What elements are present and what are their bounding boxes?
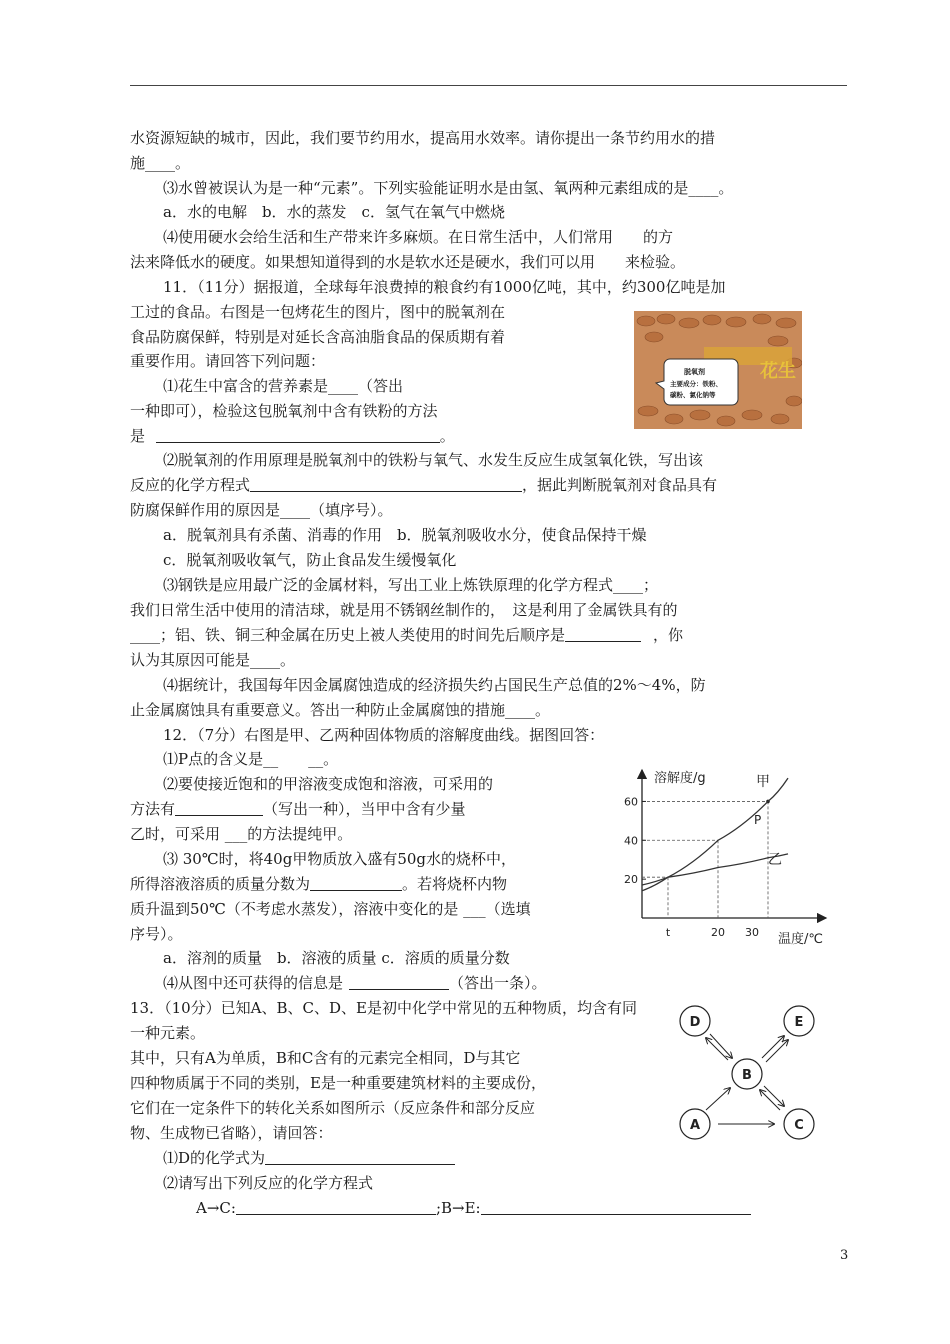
series-jia-label: 甲 bbox=[756, 774, 770, 790]
text-line bbox=[130, 799, 466, 819]
text-line: 乙时，可采用 ___的方法提纯甲。 bbox=[130, 825, 353, 843]
y-tick-label: 60 bbox=[624, 795, 638, 809]
option-line: a．脱氧剂具有杀菌、消毒的作用 b．脱氧剂吸收水分，使食品保持干燥 bbox=[163, 526, 647, 544]
conversion-diagram bbox=[670, 996, 830, 1142]
series-jia-line bbox=[642, 778, 788, 891]
text-line: 止金属腐蚀具有重要意义。答出一种防止金属腐蚀的措施____。 bbox=[130, 701, 551, 719]
header-rule bbox=[130, 85, 847, 86]
point-p-label: P bbox=[754, 813, 762, 827]
text-fragment: ____；铝、铁、铜三种金属在历史上被人类使用的时间先后顺序是 bbox=[130, 626, 566, 644]
x-tick-label: 30 bbox=[745, 926, 759, 939]
answer-blank[interactable] bbox=[265, 1150, 455, 1165]
text-line: 一种即可），检验这包脱氧剂中含有铁粉的方法 bbox=[130, 402, 438, 420]
question-11-2: ⑵脱氧剂的作用原理是脱氧剂中的铁粉与氧气、水发生反应生成氢氧化铁，写出该 bbox=[163, 451, 704, 469]
node-e-label: E bbox=[794, 1015, 804, 1030]
text-line: 工过的食品。右图是一包烤花生的图片，图中的脱氧剂在 bbox=[130, 303, 506, 321]
text-line: 重要作用。请回答下列问题： bbox=[130, 352, 326, 370]
answer-blank[interactable] bbox=[175, 801, 263, 816]
options-10-3: a．水的电解 b．水的蒸发 c．氢气在氧气中燃烧 bbox=[163, 203, 505, 221]
text-line: 序号）。 bbox=[130, 925, 183, 943]
question-13-2: ⑵请写出下列反应的化学方程式 bbox=[163, 1174, 374, 1192]
text-line bbox=[130, 874, 507, 894]
text-fragment: A→C: bbox=[196, 1199, 236, 1217]
text-fragment: ⑷从图中还可获得的信息是 bbox=[163, 974, 344, 992]
question-13: 13．（10分）已知A、B、C、D、E是初中化学中常见的五种物质，均含有同 bbox=[130, 999, 637, 1017]
series-yi-label: 乙 bbox=[768, 852, 782, 868]
text-fragment: ;B→E: bbox=[435, 1199, 481, 1217]
option-line: c．脱氧剂吸收氧气，防止食品发生缓慢氧化 bbox=[163, 551, 457, 569]
question-11-3: ⑶钢铁是应用最广泛的金属材料，写出工业上炼铁原理的化学方程式____； bbox=[163, 576, 659, 594]
text-fragment: 反应的化学方程式 bbox=[130, 476, 251, 494]
question-12: 12．（7分）右图是甲、乙两种固体物质的溶解度曲线。据图回答： bbox=[163, 726, 605, 744]
text-fragment: ⑴D的化学式为 bbox=[163, 1149, 266, 1167]
sticker-title: 脱氧剂 bbox=[684, 368, 705, 376]
text-fragment: ，你 bbox=[653, 626, 684, 644]
text-line: 防腐保鲜作用的原因是____（填序号）。 bbox=[130, 501, 393, 519]
answer-blank[interactable] bbox=[236, 1200, 436, 1215]
x-tick-label: 20 bbox=[711, 926, 725, 939]
text-line: 一种元素。 bbox=[130, 1024, 206, 1042]
answer-blank[interactable] bbox=[250, 477, 522, 492]
question-12-4 bbox=[163, 973, 547, 993]
text-line: 施____。 bbox=[130, 154, 191, 172]
text-fragment: 方法有 bbox=[130, 800, 176, 818]
question-10-4: ⑷使用硬水会给生活和生产带来许多麻烦。在日常生活中，人们常用 的方 bbox=[163, 228, 674, 246]
text-line: 它们在一定条件下的转化关系如图所示（反应条件和部分反应 bbox=[130, 1099, 536, 1117]
question-10-3: ⑶水曾被误认为是一种“元素”。下列实验能证明水是由氢、氧两种元素组成的是____。 bbox=[163, 179, 734, 197]
question-12-1: ⑴P点的含义是__ __。 bbox=[163, 750, 339, 768]
solubility-chart bbox=[608, 762, 840, 948]
text-line: 其中，只有A为单质，B和C含有的元素完全相同，D与其它 bbox=[130, 1049, 521, 1067]
node-b-label: B bbox=[742, 1068, 752, 1083]
peanut-bag-image bbox=[634, 311, 802, 429]
question-12-3: ⑶ 30℃时，将40g甲物质放入盛有50g水的烧杯中， bbox=[163, 850, 517, 868]
option-line: a．溶剂的质量 b．溶液的质量 c．溶质的质量分数 bbox=[163, 949, 510, 967]
y-tick-label: 40 bbox=[624, 834, 638, 848]
bag-label: 花生 bbox=[760, 361, 796, 382]
question-11: 11．（11分）据报道，全球每年浪费掉的粮食约有1000亿吨，其中，约300亿吨是加 bbox=[163, 278, 726, 296]
answer-blank[interactable] bbox=[156, 428, 440, 443]
answer-blank[interactable] bbox=[310, 876, 402, 891]
text-line: 是 bbox=[130, 427, 146, 445]
text-fragment: 。若将烧杯内物 bbox=[402, 875, 508, 893]
answer-blank[interactable] bbox=[565, 627, 641, 642]
node-c-label: C bbox=[794, 1118, 804, 1133]
node-a-label: A bbox=[689, 1118, 701, 1133]
sticker-line-1: 主要成分：铁粉、 bbox=[670, 380, 722, 388]
x-tick-label: t bbox=[665, 926, 671, 939]
sticker-line-2: 碳粉、氯化钠等 bbox=[670, 391, 716, 399]
page-number: 3 bbox=[840, 1248, 849, 1263]
question-12-2: ⑵要使接近饱和的甲溶液变成饱和溶液，可采用的 bbox=[163, 775, 494, 793]
text-line bbox=[130, 625, 683, 645]
y-tick-label: 20 bbox=[624, 873, 638, 887]
text-line: 我们日常生活中使用的清洁球，就是用不锈钢丝制作的， 这是利用了金属铁具有的 bbox=[130, 601, 678, 619]
answer-blank[interactable] bbox=[349, 975, 449, 990]
question-11-4: ⑷据统计，我国每年因金属腐蚀造成的经济损失约占国民生产总值的2%～4%，防 bbox=[163, 676, 706, 694]
answer-blank[interactable] bbox=[481, 1200, 751, 1215]
y-axis-label: 溶解度/g bbox=[654, 771, 706, 786]
question-13-1 bbox=[163, 1148, 455, 1168]
equation-line bbox=[196, 1198, 751, 1218]
text-line: 认为其原因可能是____。 bbox=[130, 651, 296, 669]
text-line: 是 。 bbox=[130, 427, 455, 445]
text-fragment: ，据此判断脱氧剂对食品具有 bbox=[522, 476, 718, 494]
text-fragment: （写出一种），当甲中含有少量 bbox=[263, 800, 466, 818]
y-ticks bbox=[624, 795, 646, 886]
text-line: 质升温到50℃（不考虑水蒸发），溶液中变化的是 ___（选填 bbox=[130, 900, 531, 918]
text-line: 食品防腐保鲜，特别是对延长含高油脂食品的保质期有着 bbox=[130, 328, 506, 346]
text-fragment: （答出一条）。 bbox=[449, 974, 547, 992]
text-line: 物、生成物已省略），请回答： bbox=[130, 1124, 333, 1142]
text-fragment: 所得溶液溶质的质量分数为 bbox=[130, 875, 311, 893]
text-line bbox=[130, 475, 717, 495]
text-line: 水资源短缺的城市，因此，我们要节约用水，提高用水效率。请你提出一条节约用水的措 bbox=[130, 129, 716, 147]
text-line: 四种物质属于不同的类别，E是一种重要建筑材料的主要成份， bbox=[130, 1074, 546, 1092]
x-ticks bbox=[666, 926, 759, 939]
text-line: 法来降低水的硬度。如果想知道得到的水是软水还是硬水，我们可以用 来检验。 bbox=[130, 253, 686, 271]
question-11-1: ⑴花生中富含的营养素是____（答出 bbox=[163, 377, 404, 395]
x-axis-label: 温度/℃ bbox=[778, 932, 823, 947]
node-d-label: D bbox=[689, 1015, 701, 1030]
